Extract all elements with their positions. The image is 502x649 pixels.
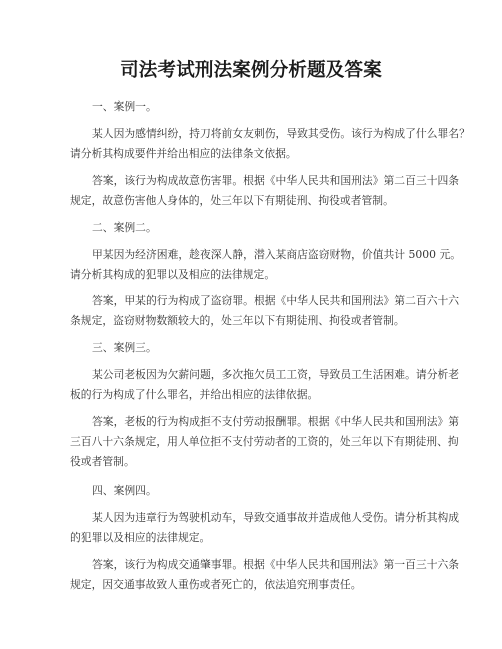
section-heading-4 [70, 481, 442, 501]
case-3-question [70, 365, 460, 405]
heading-line: 三、案例三。 [92, 341, 157, 354]
case-2-question [70, 245, 462, 285]
case-1-answer [70, 171, 460, 211]
case-4-answer [70, 555, 460, 595]
paragraph-line: 某公司老板因为欠薪问题，多次拖欠员工工资，导致员工生活困难。请分析老 [92, 368, 460, 381]
case-2-answer [70, 291, 460, 331]
paragraph-line: 请分析其构成要件并给出相应的法律条文依据。 [70, 147, 297, 160]
paragraph-line: 答案，该行为构成交通肇事罪。根据《中华人民共和国刑法》第一百三十六条 [92, 558, 460, 571]
case-4-question [70, 508, 460, 548]
paragraph-line: 三百八十六条规定，用人单位拒不支付劳动者的工资的，处三年以下有期徒刑、拘 [70, 435, 459, 448]
heading-line: 二、案例二。 [92, 221, 157, 234]
paragraph-line: 条规定，盗窃财物数额较大的，处三年以下有期徒刑、拘役或者管制。 [70, 314, 405, 327]
heading-line: 四、案例四。 [92, 484, 157, 497]
paragraph-line: 答案，甲某的行为构成了盗窃罪。根据《中华人民共和国刑法》第二百六十六 [92, 294, 460, 307]
paragraph-line: 规定，故意伤害他人身体的，处三年以下有期徒刑、拘役或者管制。 [70, 194, 394, 207]
paragraph-line: 答案，该行为构成故意伤害罪。根据《中华人民共和国刑法》第二百三十四条 [92, 174, 460, 187]
paragraph-line: 役或者管制。 [70, 455, 135, 468]
heading-line: 一、案例一。 [92, 100, 157, 113]
paragraph-line: 板的行为构成了什么罪名，并给出相应的法律依据。 [70, 388, 319, 401]
paragraph-line: 甲某因为经济困难，趁夜深人静，潜入某商店盗窃财物，价值共计 5000 元。 [92, 248, 462, 261]
paragraph-line: 答案，老板的行为构成拒不支付劳动报酬罪。根据《中华人民共和国刑法》第 [92, 415, 460, 428]
paragraph-line: 某人因为感情纠纷，持刀将前女友刺伤，导致其受伤。该行为构成了什么罪名？ [92, 127, 470, 140]
case-1-question [70, 124, 470, 164]
section-heading-2 [70, 218, 442, 238]
case-3-answer [70, 412, 460, 472]
paragraph-line: 某人因为违章行为驾驶机动车，导致交通事故并造成他人受伤。请分析其构成 [92, 511, 460, 524]
document-title: 司法考试刑法案例分析题及答案 [120, 60, 382, 81]
section-heading-3 [70, 338, 442, 358]
paragraph-line: 的犯罪以及相应的法律规定。 [70, 531, 211, 544]
section-heading-1 [70, 97, 442, 117]
paragraph-line: 规定，因交通事故致人重伤或者死亡的，依法追究刑事责任。 [70, 578, 362, 591]
paragraph-line: 请分析其构成的犯罪以及相应的法律规定。 [70, 268, 276, 281]
